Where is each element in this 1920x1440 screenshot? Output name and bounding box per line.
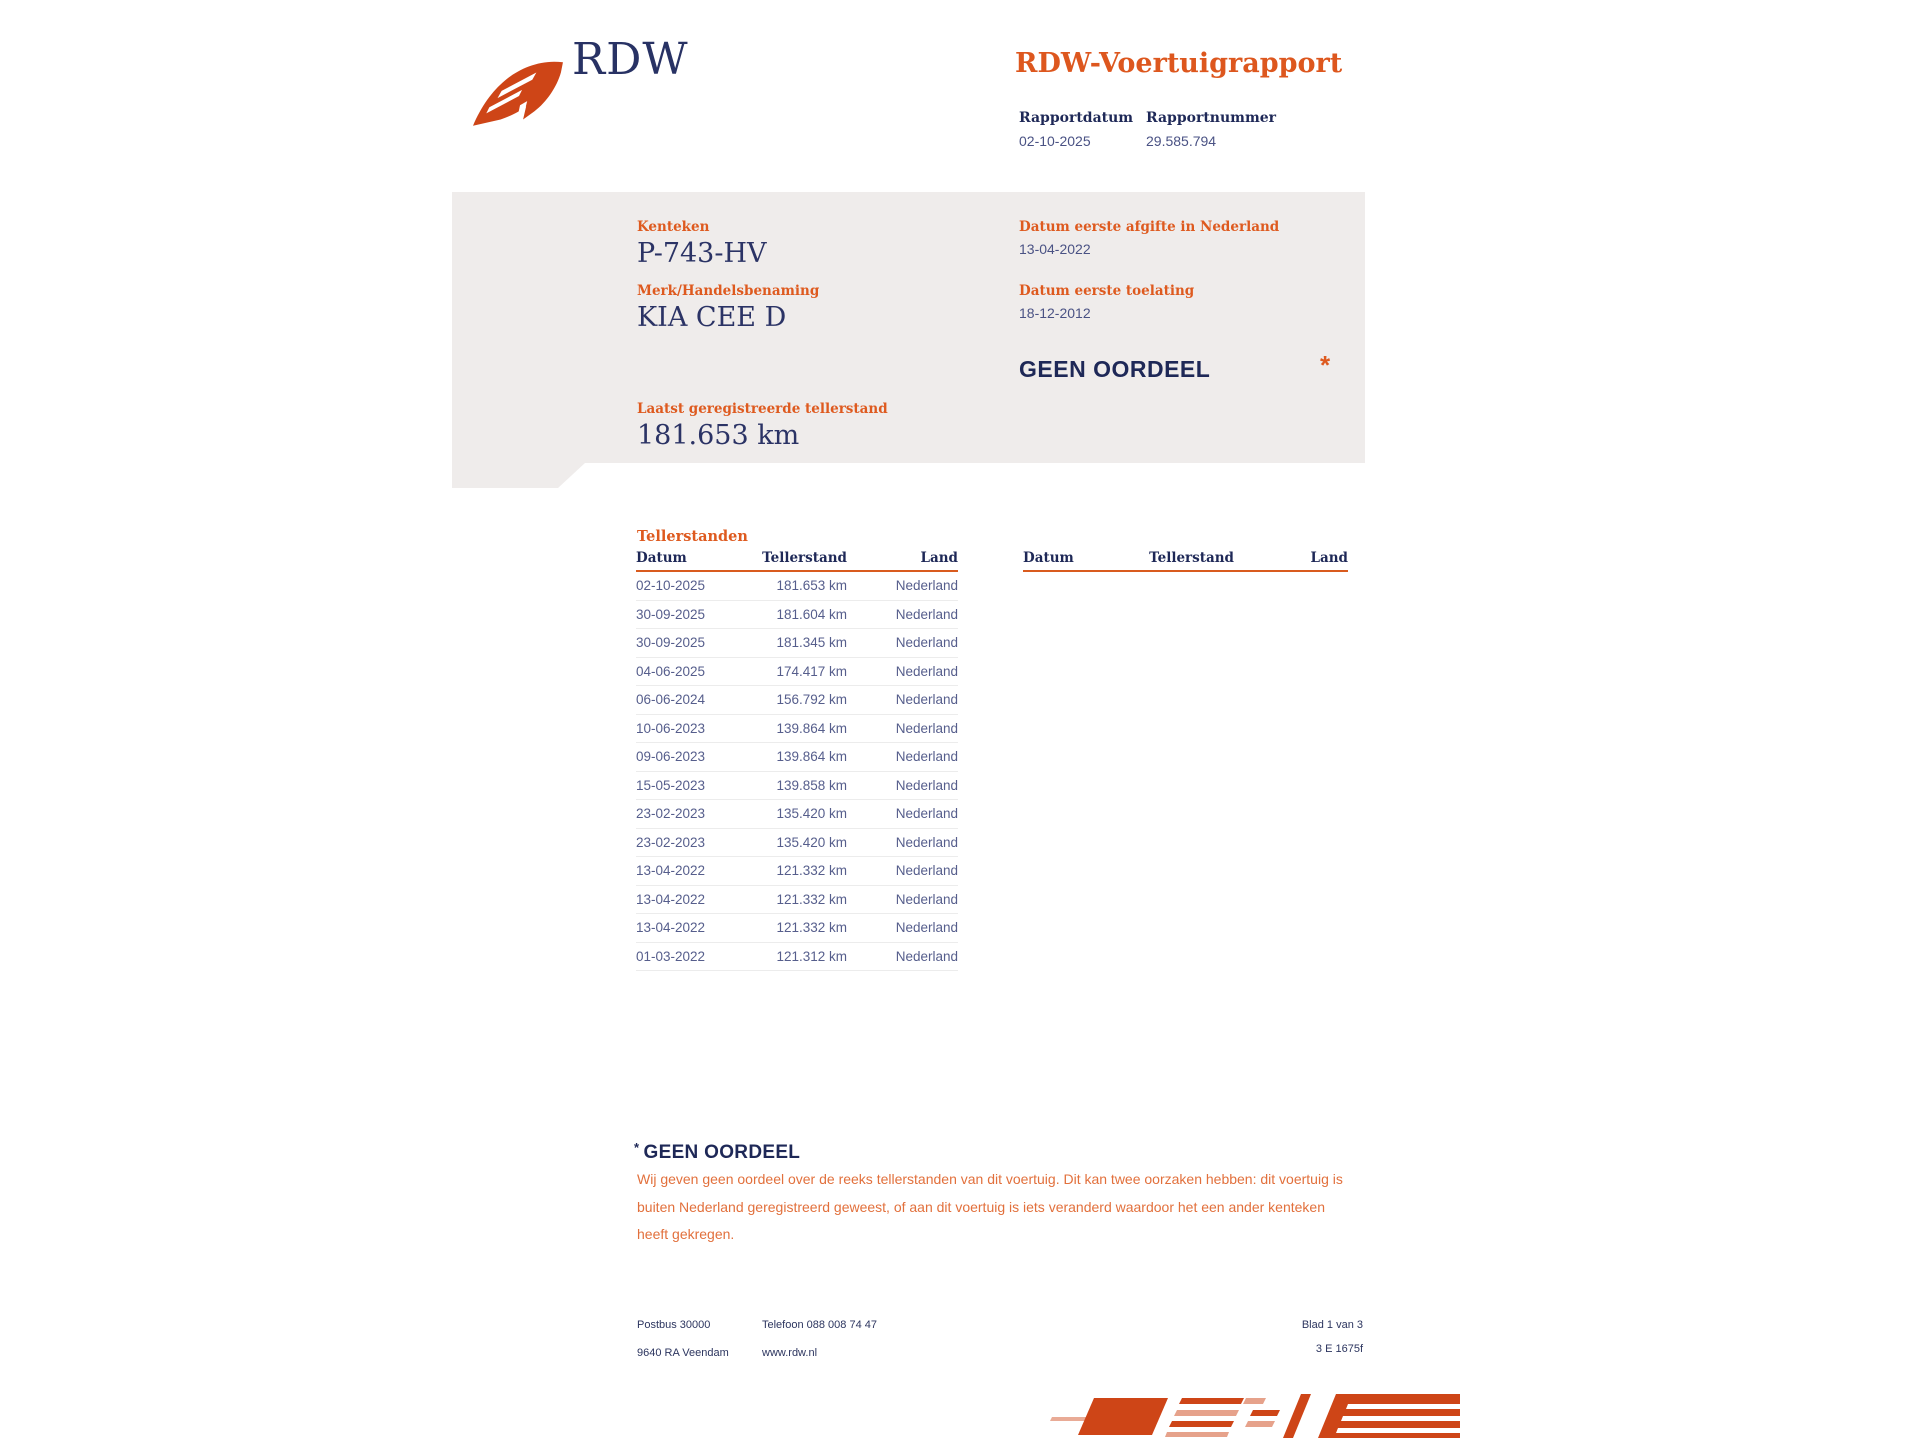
cell-land: Nederland: [895, 692, 958, 708]
cell-datum: 13-04-2022: [636, 920, 706, 936]
cell-land: Nederland: [895, 806, 958, 822]
table-row: [636, 857, 958, 886]
cell-datum: 30-09-2025: [636, 606, 706, 622]
footer-address-line2: 9640 RA Veendam: [637, 1347, 729, 1359]
cell-datum: 23-02-2023: [636, 834, 706, 850]
cell-tellerstand: 181.653 km: [776, 578, 847, 594]
table-header-datum: Datum: [636, 550, 687, 566]
eerste-toelating-value: 18-12-2012: [1019, 305, 1091, 321]
table-row: [636, 800, 958, 829]
cell-tellerstand: 121.332 km: [776, 863, 847, 879]
footer-website: www.rdw.nl: [762, 1347, 818, 1359]
table-row: [636, 686, 958, 715]
table-header-row: [636, 550, 958, 572]
cell-tellerstand: 174.417 km: [776, 663, 847, 679]
note-title: GEEN OORDEEL: [643, 1142, 801, 1163]
table-row: [636, 658, 958, 687]
merk-value: KIA CEE D: [637, 302, 787, 333]
cell-tellerstand: 181.345 km: [776, 635, 847, 651]
verdict-text: GEEN OORDEEL: [1019, 356, 1211, 382]
odometer-value: 181.653 km: [637, 420, 800, 451]
cell-tellerstand: 181.604 km: [776, 606, 847, 622]
table-row: [636, 772, 958, 801]
cell-tellerstand: 121.332 km: [776, 891, 847, 907]
cell-land: Nederland: [895, 891, 958, 907]
report-title: RDW-Voertuigrapport: [1015, 48, 1343, 79]
cell-land: Nederland: [895, 920, 958, 936]
table-header-datum: Datum: [1023, 550, 1074, 566]
footer-page-number: Blad 1 van 3: [1301, 1319, 1363, 1331]
cell-datum: 01-03-2022: [636, 948, 706, 964]
table-row: [636, 943, 958, 972]
footer-phone: Telefoon 088 008 74 47: [762, 1319, 877, 1331]
table-header-row: [1023, 550, 1348, 572]
table-header-tellerstand: Tellerstand: [762, 550, 847, 566]
footer-form-code: 3 E 1675f: [1315, 1343, 1363, 1355]
report-date-value: 02-10-2025: [1019, 133, 1091, 149]
tellerstanden-table-left: [636, 550, 958, 971]
cell-tellerstand: 139.864 km: [776, 720, 847, 736]
cell-datum: 09-06-2023: [636, 749, 706, 765]
cell-land: Nederland: [895, 948, 958, 964]
cell-land: Nederland: [895, 578, 958, 594]
table-row: [636, 572, 958, 601]
eerste-afgifte-label: Datum eerste afgifte in Nederland: [1019, 219, 1280, 235]
note-asterisk: *: [634, 1140, 640, 1155]
cell-tellerstand: 156.792 km: [776, 692, 847, 708]
table-header-tellerstand: Tellerstand: [1149, 550, 1234, 566]
tellerstanden-table-body: [636, 572, 958, 971]
cell-land: Nederland: [895, 720, 958, 736]
cell-tellerstand: 135.420 km: [776, 806, 847, 822]
cell-datum: 13-04-2022: [636, 891, 706, 907]
cell-land: Nederland: [895, 863, 958, 879]
footer-address-line1: Postbus 30000: [637, 1319, 711, 1331]
table-row: [636, 601, 958, 630]
table-row: [636, 743, 958, 772]
rdw-speedmark-icon: [1048, 1390, 1460, 1440]
cell-tellerstand: 121.332 km: [776, 920, 847, 936]
merk-label: Merk/Handelsbenaming: [637, 283, 820, 299]
verdict-asterisk: *: [1320, 350, 1331, 380]
report-number-label: Rapportnummer: [1146, 110, 1277, 126]
cell-land: Nederland: [895, 834, 958, 850]
cell-datum: 04-06-2025: [636, 663, 706, 679]
cell-land: Nederland: [895, 777, 958, 793]
tellerstanden-table-right: [1023, 550, 1348, 572]
cell-tellerstand: 139.864 km: [776, 749, 847, 765]
cell-tellerstand: 135.420 km: [776, 834, 847, 850]
cell-datum: 23-02-2023: [636, 806, 706, 822]
kenteken-value: P-743-HV: [637, 238, 767, 269]
cell-land: Nederland: [895, 606, 958, 622]
cell-datum: 30-09-2025: [636, 635, 706, 651]
table-row: [636, 886, 958, 915]
cell-datum: 02-10-2025: [636, 578, 706, 594]
rdw-logo-text: RDW: [572, 34, 689, 85]
table-row: [636, 629, 958, 658]
cell-datum: 06-06-2024: [636, 692, 706, 708]
cell-land: Nederland: [895, 635, 958, 651]
table-row: [636, 715, 958, 744]
report-date-label: Rapportdatum: [1019, 110, 1134, 126]
kenteken-label: Kenteken: [637, 219, 710, 235]
tellerstanden-section-title: Tellerstanden: [637, 528, 748, 545]
cell-datum: 13-04-2022: [636, 863, 706, 879]
table-row: [636, 829, 958, 858]
cell-datum: 10-06-2023: [636, 720, 706, 736]
cell-datum: 15-05-2023: [636, 777, 706, 793]
cell-tellerstand: 121.312 km: [776, 948, 847, 964]
table-row: [636, 914, 958, 943]
eerste-toelating-label: Datum eerste toelating: [1019, 283, 1195, 299]
summary-panel: [452, 192, 1365, 488]
table-header-land: Land: [1310, 550, 1348, 566]
table-header-land: Land: [920, 550, 958, 566]
cell-land: Nederland: [895, 663, 958, 679]
cell-land: Nederland: [895, 749, 958, 765]
eerste-afgifte-value: 13-04-2022: [1019, 241, 1091, 257]
report-number-value: 29.585.794: [1146, 133, 1217, 149]
cell-tellerstand: 139.858 km: [776, 777, 847, 793]
note-title-row: [634, 1140, 800, 1164]
odometer-label: Laatst geregistreerde tellerstand: [637, 401, 888, 417]
rdw-feather-logo-icon: [473, 60, 565, 128]
note-body: Wij geven geen oordeel over de reeks tellerstanden van dit voertuig. Dit kan twee oorzaken hebben: dit voertuig is buiten Nederland geregistreerd geweest, of aan dit voertuig is iets veranderd waardoor het een ander kenteken heeft gekregen.: [637, 1171, 1343, 1242]
